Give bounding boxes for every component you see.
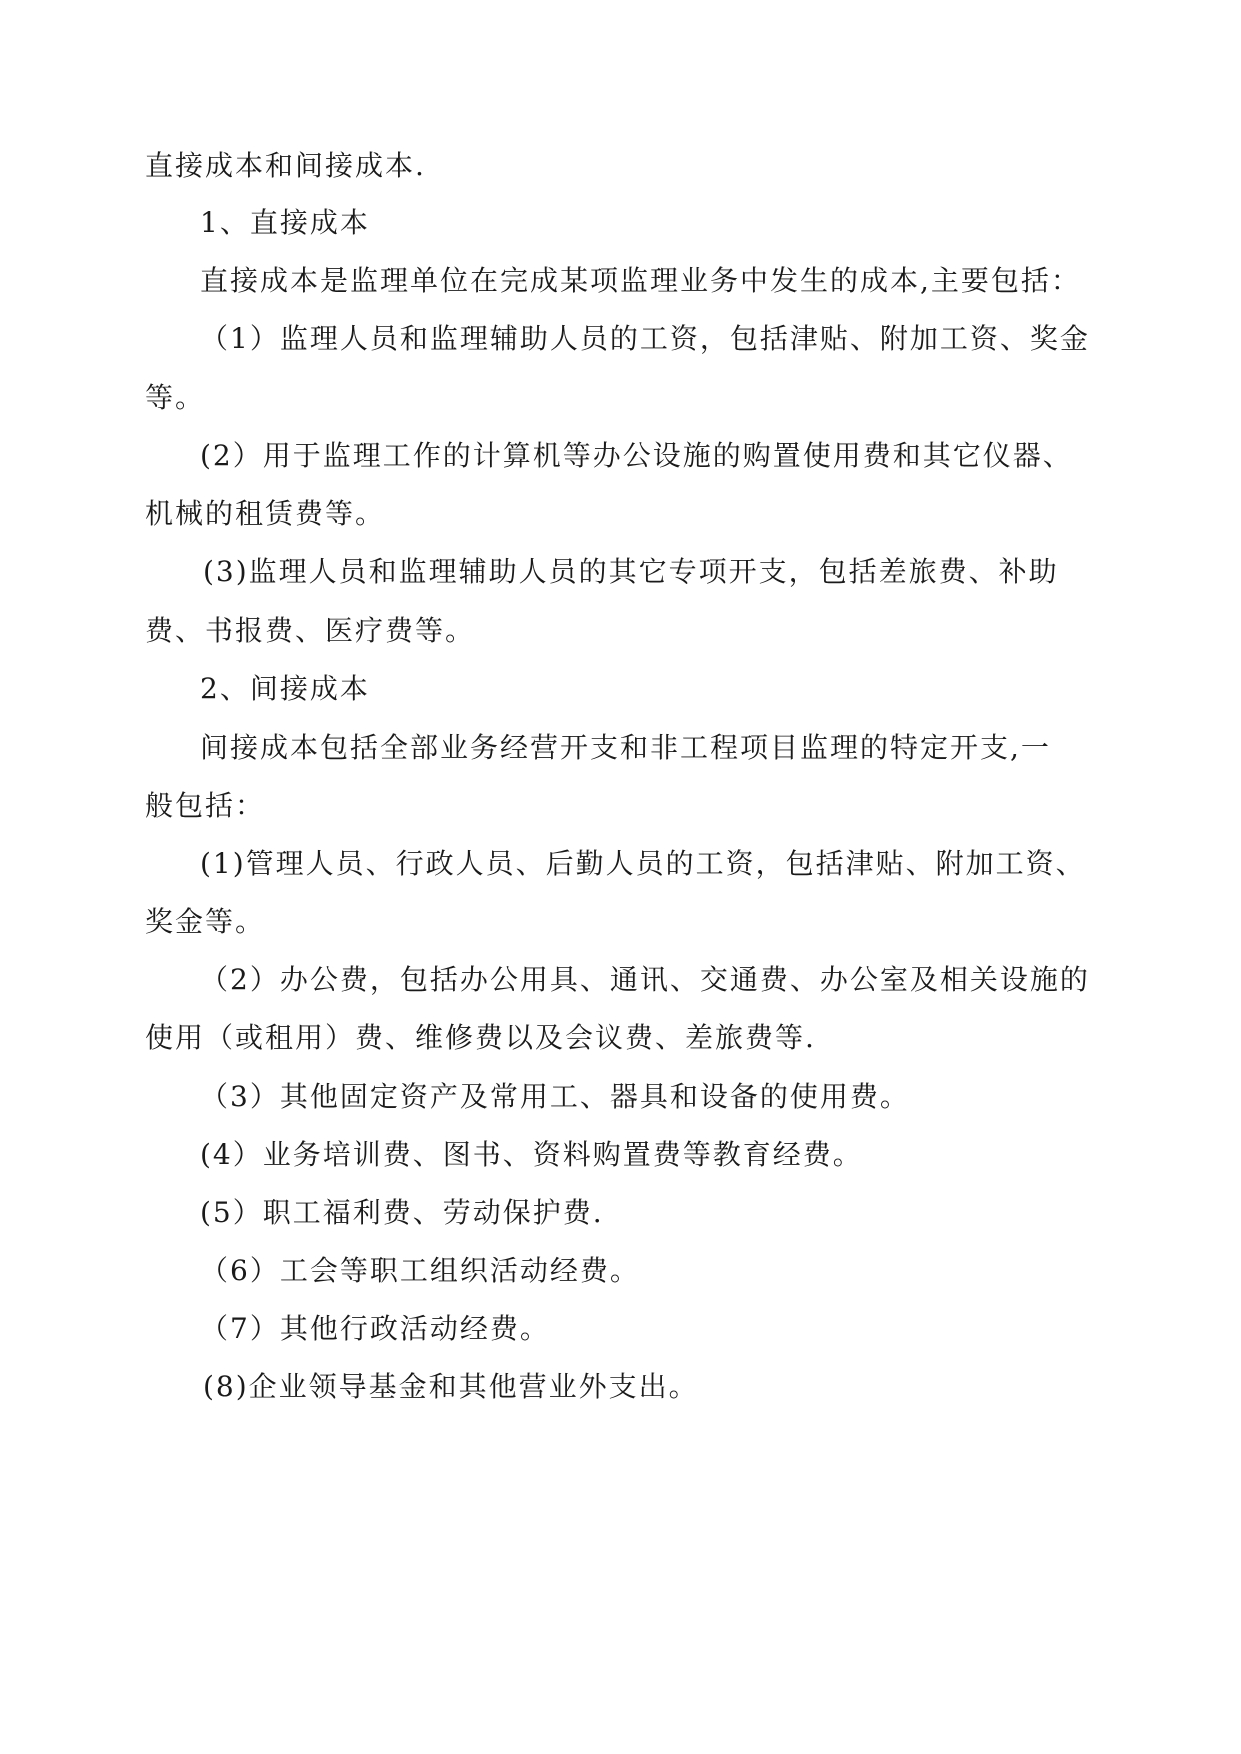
list-item-continuation: 费、书报费、医疗费等。 <box>145 614 476 647</box>
list-item-line: (5）职工福利费、劳动保护费. <box>200 1196 604 1229</box>
section-heading-direct-cost: 1、直接成本 <box>200 206 370 239</box>
list-item-line: （7）其他行政活动经费。 <box>200 1312 550 1345</box>
list-item-continuation: 机械的租赁费等。 <box>145 497 386 530</box>
list-item-line: （1）监理人员和监理辅助人员的工资，包括津贴、附加工资、奖金 <box>200 322 1090 355</box>
list-item-line: (8)企业领导基金和其他营业外支出。 <box>203 1370 699 1403</box>
paragraph-continuation: 般包括： <box>145 789 266 822</box>
list-item-line: （3）其他固定资产及常用工、器具和设备的使用费。 <box>200 1080 910 1113</box>
list-item-continuation: 等。 <box>145 381 206 414</box>
list-item-line: (2）用于监理工作的计算机等办公设施的购置使用费和其它仪器、 <box>200 439 1073 472</box>
list-item-line: (3)监理人员和监理辅助人员的其它专项开支，包括差旅费、补助 <box>203 555 1059 588</box>
text-line: 直接成本和间接成本. <box>145 149 426 182</box>
list-item-line: （2）办公费，包括办公用具、通讯、交通费、办公室及相关设施的 <box>200 963 1090 996</box>
list-item-line: (4）业务培训费、图书、资料购置费等教育经费。 <box>200 1138 863 1171</box>
section-heading-indirect-cost: 2、间接成本 <box>200 672 370 705</box>
list-item-line: (1)管理人员、行政人员、后勤人员的工资，包括津贴、附加工资、 <box>200 847 1086 880</box>
paragraph-line: 直接成本是监理单位在完成某项监理业务中发生的成本,主要包括： <box>200 264 1081 297</box>
list-item-continuation: 使用（或租用）费、维修费以及会议费、差旅费等. <box>145 1021 816 1054</box>
paragraph-line: 间接成本包括全部业务经营开支和非工程项目监理的特定开支,一 <box>200 731 1051 764</box>
list-item-line: （6）工会等职工组织活动经费。 <box>200 1254 640 1287</box>
list-item-continuation: 奖金等。 <box>145 905 266 938</box>
